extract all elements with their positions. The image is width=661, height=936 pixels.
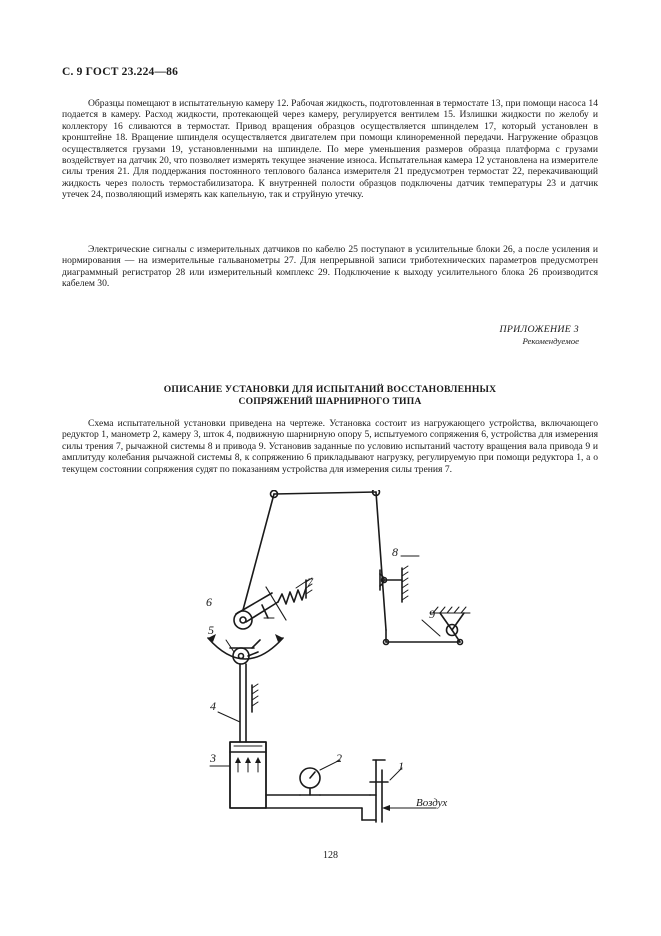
label-8: 8 [392, 545, 398, 559]
joint-assembly [208, 587, 286, 664]
label-2: 2 [336, 751, 342, 765]
label-1: 1 [398, 759, 404, 773]
paragraph-1: Образцы помещают в испытательную камеру 12. Рабочая жидкость, подготовленная в термостате 13, при помощи насоса 14 подается в камеру. Расход жидкости, протекающей через камеру, регулируется вентилем 15. Излишки жидкости по желобу и коллектору 16 сливаются в термостат. Привод вращения образцов осуществляется шпинделем 17, который установлен в кронштейне 18. Вращение шпинделя осуществляется двигателем при помощи клиноременной передачи. Нагружение образцов осуществляется грузами 19, установленными на шпинделе. По мере уменьшения размеров образца платформа с грузами воздействует на датчик 20, что позволяет измерять текущее значение износа. Испытательная камера 12 установлена на измерителе силы трения 21. Для поддержания постоянного теплового баланса измерителя 21 предусмотрен термостат 22, перекачивающий жидкость через полость термостабилизатора. К внутренней полости образцов подключены датчик температуры 23 и датчик утечек 24, позволяющий измерять как капельную, так и струйную утечку. [62, 98, 598, 201]
test-rig-schematic [190, 490, 490, 835]
label-6: 6 [206, 595, 212, 609]
page-number: 128 [323, 850, 338, 861]
label-3: 3 [210, 751, 216, 765]
appendix-subtitle: Рекомендуемое [522, 336, 579, 346]
label-7: 7 [307, 575, 313, 589]
section-paragraph: Схема испытательной установки приведена на чертеже. Установка состоит из нагружающего устройства, включающего редуктор 1, манометр 2, камеру 3, шток 4, подвижную шарнирную опору 5, испытуемого сопряжения 6, устройства для измерения силы трения 7, рычажной системы 8 и привода 9. Установив заданные по условию испытаний частоту вращения вала привода 9 и амплитуду колебания рычажной системы 8, к сопряжению 6 прикладывают нагрузку, регулируемую при помощи редуктора 1, а о текущем состоянии сопряжения судят по показаниям устройства для измерения силы трения 7. [62, 418, 598, 475]
section-title-line-2: СОПРЯЖЕНИЙ ШАРНИРНОГО ТИПА [238, 395, 422, 407]
rod-4 [218, 664, 258, 742]
appendix-block [499, 324, 579, 346]
lever-frame [243, 490, 463, 645]
label-5: 5 [208, 623, 214, 637]
page-header: С. 9 ГОСТ 23.224—86 [62, 66, 179, 78]
appendix-title: ПРИЛОЖЕНИЕ 3 [499, 324, 579, 335]
chamber-3 [210, 742, 266, 808]
section-title-line-1: ОПИСАНИЕ УСТАНОВКИ ДЛЯ ИСПЫТАНИЙ ВОССТАНОВЛЕННЫХ [163, 384, 497, 395]
lever-pivot-8 [380, 556, 419, 602]
air-line [266, 760, 436, 822]
section-title [62, 384, 598, 407]
paragraph-2: Электрические сигналы с измерительных датчиков по кабелю 25 поступают в усилительные блоки 26, а после усиления и нормирования — на измерительные гальванометры 27. Для непрерывной записи триботехнических параметров предусмотрен диаграммный регистратор 28 или измерительный комплекс 29. Подключение к выходу усилительного блока 26 производится кабелем 30. [62, 244, 598, 290]
air-label: Воздух [416, 797, 448, 809]
label-4: 4 [210, 699, 216, 713]
label-9: 9 [429, 607, 435, 621]
